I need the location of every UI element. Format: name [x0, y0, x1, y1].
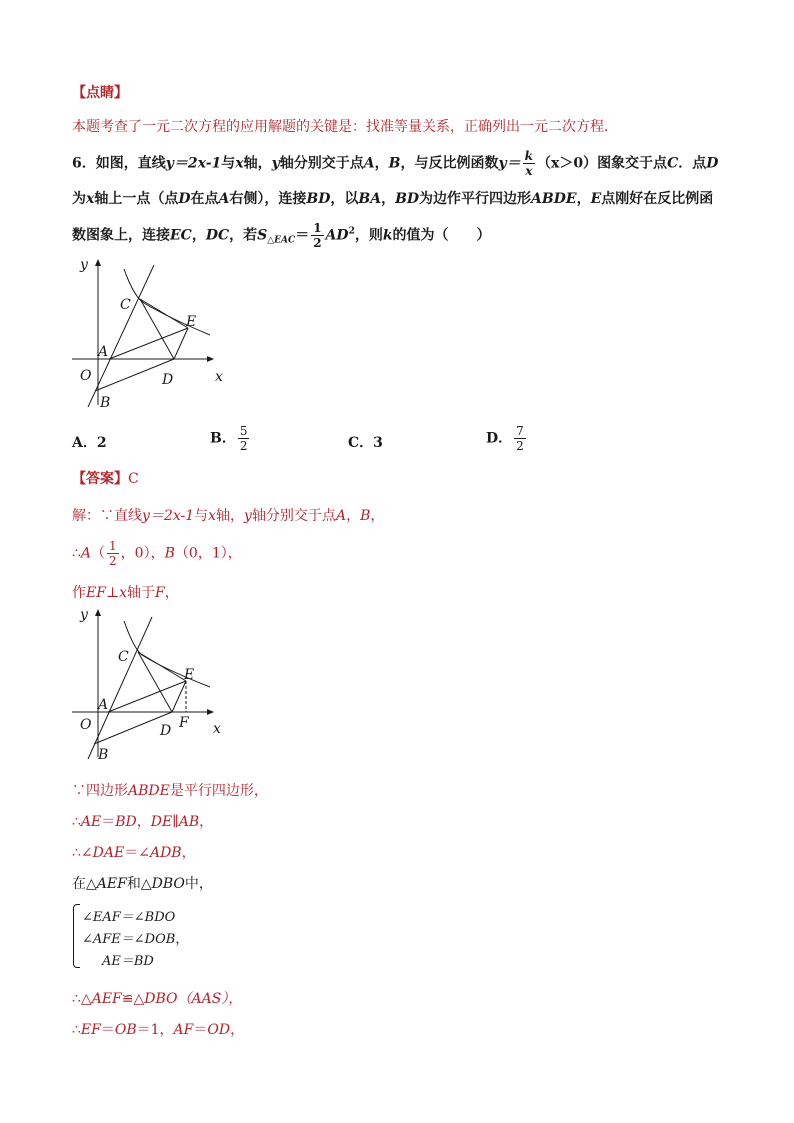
y-axis-arrow-2	[95, 609, 101, 616]
label-B: B	[100, 395, 111, 411]
option-d: D． $\frac{7}{2}$	[486, 424, 524, 453]
segment-CE-2	[138, 652, 186, 681]
solution-line-8: ∴△AEF≌△DBO（AAS），	[72, 991, 243, 1007]
segment-CD-2	[138, 652, 172, 712]
system-row-1: ∠EAF＝∠BDO	[82, 910, 176, 925]
hyperbola-curve-2	[124, 621, 210, 687]
question-line-2: 为x轴上一点（点D在点A右侧），连接BD，以BA，BD为边作平行四边形ABDE，E点刚好在反比例函	[72, 191, 714, 207]
hint-header: 【点睛】	[72, 85, 128, 101]
label-x-2: x	[213, 721, 221, 737]
x-axis-arrow-2	[207, 709, 214, 715]
solution-line-5: ∴AE＝BD，DE∥AB，	[72, 814, 214, 830]
label-C-2: C	[118, 649, 129, 665]
segment-CE	[140, 299, 188, 328]
solution-line-3: 作EF⊥x轴于F，	[72, 585, 179, 601]
solution-line-9: ∴EF＝OB＝1，AF＝OD，	[72, 1022, 245, 1038]
label-C: C	[120, 297, 131, 313]
system-row-3: AE＝BD	[102, 954, 154, 969]
answer-line: 【答案】C	[72, 471, 139, 487]
system-row-2: ∠AFE＝∠DOB，	[82, 932, 189, 947]
label-O-2: O	[80, 717, 92, 733]
label-E: E	[186, 314, 197, 330]
label-F-2: F	[179, 715, 189, 731]
solution-line-2: ∴A（ $\frac{1}{2}$ ，0），B（0，1），	[72, 539, 242, 568]
label-D-2: D	[160, 723, 172, 739]
label-x: x	[215, 369, 223, 385]
question-line-1: 6．如图，直线y＝2x-1与x轴，y轴分别交于点A，B，与反比例函数y＝ $\frac{k}{x}$ （x＞0）图象交于点C．点D	[72, 149, 719, 178]
option-b: B． $\frac{5}{2}$	[210, 424, 248, 453]
label-B-2: B	[98, 747, 109, 763]
hint-text: 本题考查了一元二次方程的应用解题的关键是：找准等量关系，正确列出一元二次方程．	[72, 119, 618, 135]
question-line-3: 数图象上，连接EC，DC，若$S_{\triangle EAC}=$ $\frac{1}{2}$ $AD^2$，则k的值为（ ）	[72, 221, 491, 250]
solution-line-4: ∵四边形ABDE是平行四边形，	[72, 783, 268, 799]
label-D: D	[162, 372, 174, 388]
label-y-2: y	[80, 607, 88, 623]
solution-line-6: ∴∠DAE＝∠ADB，	[72, 845, 196, 861]
solution-figure	[62, 605, 232, 765]
label-y: y	[80, 257, 88, 273]
option-c: C．3	[348, 435, 383, 451]
system-brace	[73, 904, 80, 968]
solution-line-7: 在△AEF和△DBO中，	[72, 876, 213, 892]
label-A-2: A	[98, 697, 109, 713]
k-over-x-fraction: $\frac{k}{x}$	[524, 149, 533, 178]
label-A: A	[98, 344, 109, 360]
option-a: A．2	[72, 435, 107, 451]
label-E-2: E	[184, 667, 195, 683]
solution-line-1: 解：∵直线y＝2x-1与x轴，y轴分别交于点A，B，	[72, 508, 385, 524]
label-O: O	[80, 368, 92, 384]
one-half-fraction: $\frac{1}{2}$	[313, 221, 322, 250]
segment-CD	[140, 299, 174, 359]
x-axis-arrow	[207, 356, 214, 362]
y-axis-arrow	[95, 259, 101, 266]
question-figure	[62, 255, 232, 415]
